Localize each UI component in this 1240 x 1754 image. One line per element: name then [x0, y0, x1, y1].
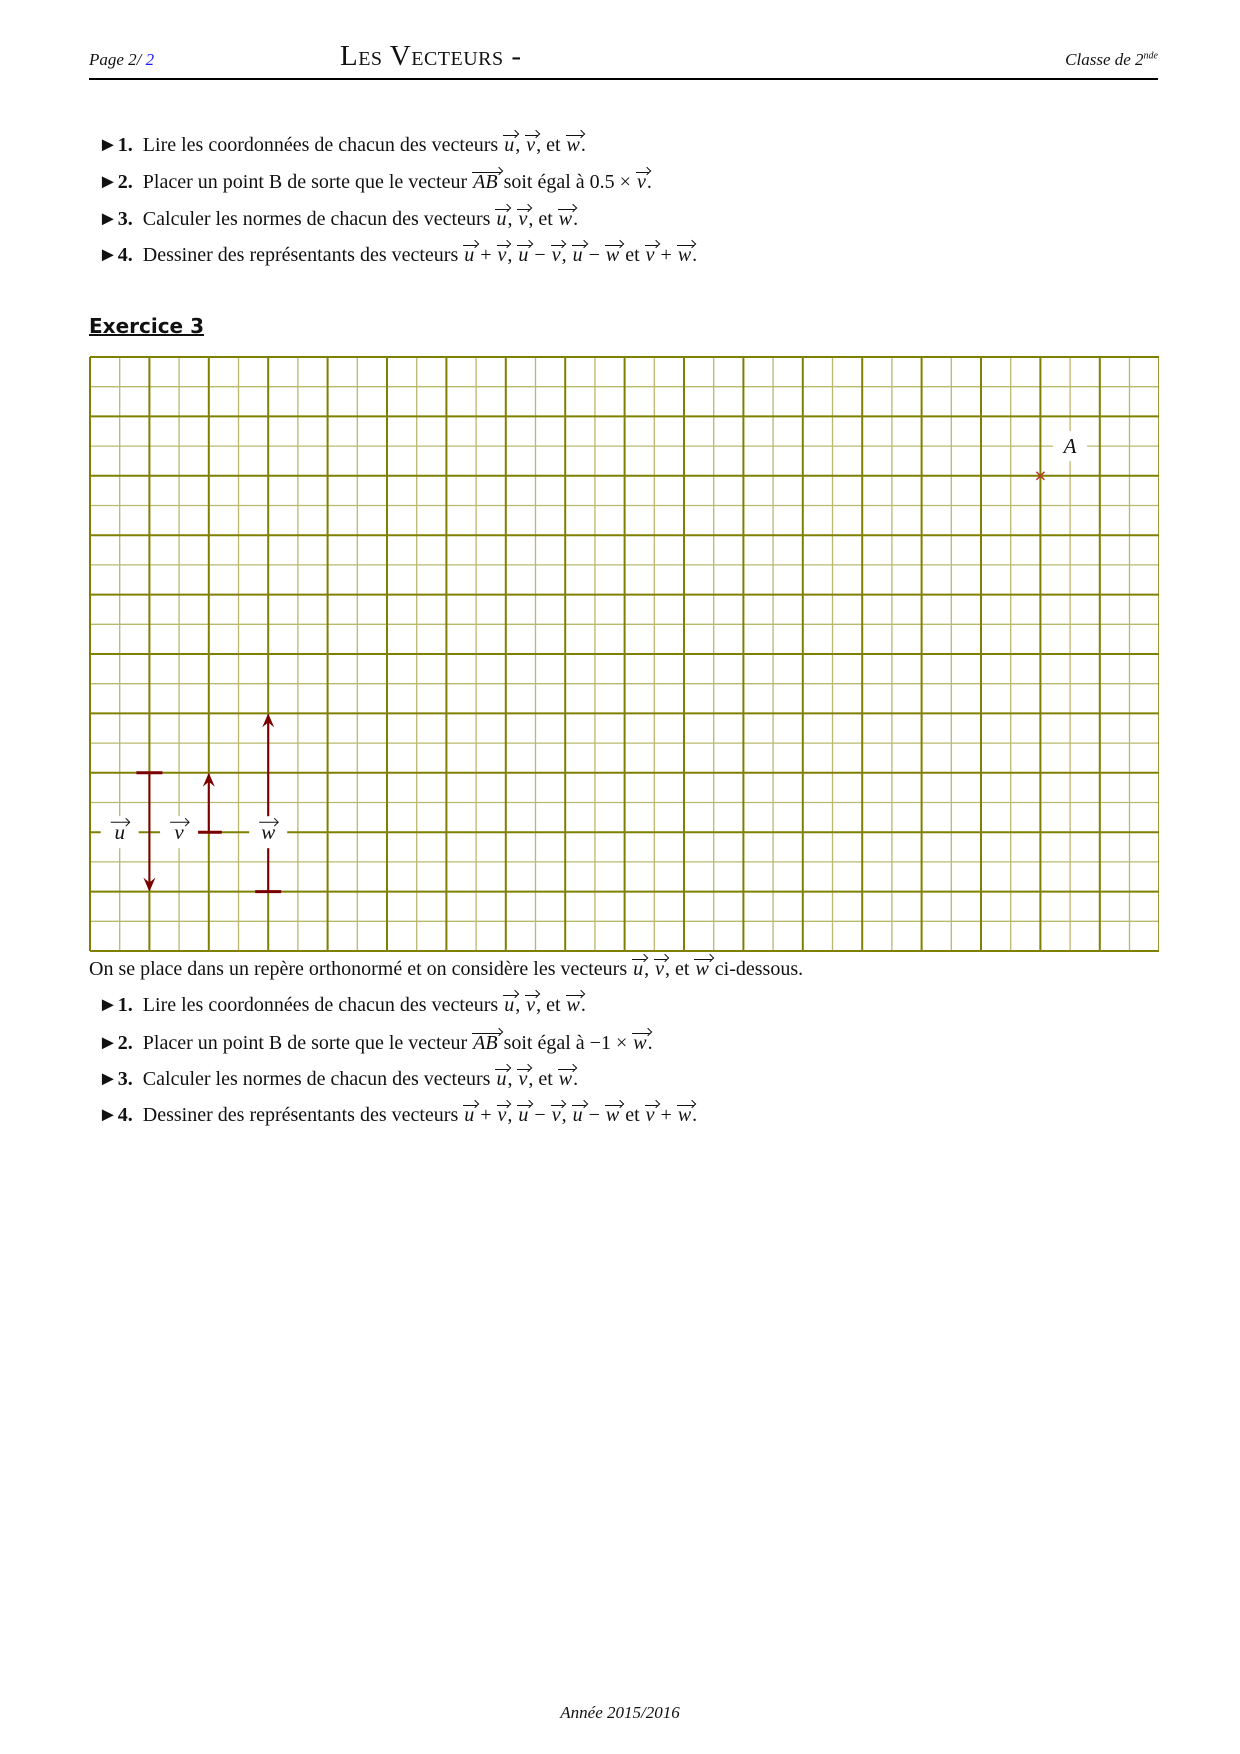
document-title: Les Vecteurs -	[340, 40, 522, 72]
vector-label: w	[261, 820, 276, 845]
question-item	[98, 208, 578, 231]
bullet-icon: ►	[98, 171, 118, 193]
footer-year: Année 2015/2016	[560, 1703, 680, 1722]
question-item	[98, 244, 697, 267]
vector-v: v	[526, 994, 536, 1016]
text: .	[580, 994, 586, 1016]
class-text: Classe de 2	[1065, 50, 1144, 69]
number: 2.	[117, 1032, 133, 1054]
number: 4.	[117, 1104, 133, 1126]
question-number	[98, 1032, 133, 1054]
vector-u: u	[504, 134, 515, 156]
text: .	[692, 1104, 698, 1126]
vector-w: w	[677, 244, 692, 266]
vector-v: v	[636, 171, 646, 193]
question-number	[98, 1068, 133, 1090]
number: 2.	[117, 171, 133, 193]
text: , et	[528, 1068, 558, 1090]
text: Dessiner des représentants des vecteurs	[142, 244, 464, 266]
text: .	[573, 1068, 579, 1090]
text: , et	[536, 134, 566, 156]
vector-w: w	[558, 1068, 573, 1090]
text: et	[620, 1104, 645, 1126]
text: soit égal à 0.5 ×	[498, 171, 636, 193]
vector-u: u	[518, 244, 529, 266]
text: .	[580, 134, 586, 156]
text: ,	[507, 244, 518, 266]
text: ,	[507, 1068, 518, 1090]
text: ,	[561, 244, 572, 266]
bullet-icon: ►	[98, 1068, 118, 1090]
vector-w: w	[605, 244, 620, 266]
vector-u: u	[572, 1104, 583, 1126]
vector-w: w	[605, 1104, 620, 1126]
text: +	[475, 1104, 497, 1126]
text: ,	[515, 134, 526, 156]
vector-grid	[89, 356, 1159, 952]
vector-AB: AB	[473, 1032, 498, 1054]
question-item	[98, 1068, 578, 1091]
text: ,	[561, 1104, 572, 1126]
vector-u: u	[504, 994, 515, 1016]
vector-u: u	[496, 1068, 507, 1090]
vector-v: v	[551, 244, 561, 266]
vector-v: v	[497, 1104, 507, 1126]
vector-u: u	[464, 1104, 475, 1126]
text: ,	[507, 1104, 518, 1126]
page-number	[89, 50, 154, 70]
vector-w: w	[566, 134, 580, 156]
vector-AB: AB	[473, 171, 498, 193]
text: −	[583, 1104, 605, 1126]
text: +	[655, 244, 677, 266]
exercise3-intro	[89, 958, 803, 981]
vector-u: u	[572, 244, 583, 266]
text: ci-dessous.	[709, 958, 804, 980]
text: Lire les coordonnées de chacun des vecteurs	[142, 994, 504, 1016]
text: ,	[644, 958, 655, 980]
question-item	[98, 1032, 653, 1055]
text: Lire les coordonnées de chacun des vecteurs	[142, 134, 504, 156]
header-rule	[89, 78, 1158, 80]
vector-w: w	[558, 208, 573, 230]
bullet-icon: ►	[98, 1104, 118, 1126]
text: et	[620, 244, 645, 266]
text: Dessiner des représentants des vecteurs	[142, 1104, 464, 1126]
text: .	[573, 208, 579, 230]
text: −	[583, 244, 605, 266]
number: 1.	[117, 134, 133, 156]
bullet-icon: ►	[98, 994, 118, 1016]
text: .	[692, 244, 698, 266]
question-number	[98, 994, 133, 1016]
question-item	[98, 1104, 697, 1127]
vector-u: u	[518, 1104, 529, 1126]
text: On se place dans un repère orthonormé et on considère les vecteurs	[89, 958, 633, 980]
class-sup: nde	[1143, 50, 1158, 62]
vector-v: v	[551, 1104, 561, 1126]
vector-u: u	[464, 244, 475, 266]
text: .	[646, 171, 652, 193]
number: 3.	[117, 208, 133, 230]
question-number	[98, 1104, 133, 1126]
question-item	[98, 171, 652, 194]
page-total-link[interactable]: 2	[145, 50, 155, 69]
text: .	[647, 1032, 653, 1054]
page-label: Page 2/	[89, 50, 146, 69]
vector-v: v	[518, 208, 528, 230]
text: soit égal à −1 ×	[498, 1032, 633, 1054]
number: 3.	[117, 1068, 133, 1090]
vector-v: v	[526, 134, 536, 156]
bullet-icon: ►	[98, 134, 118, 156]
text: , et	[536, 994, 566, 1016]
question-number	[98, 171, 133, 193]
text: Calculer les normes de chacun des vecteurs	[142, 1068, 496, 1090]
number: 4.	[117, 244, 133, 266]
bullet-icon: ►	[98, 244, 118, 266]
vector-u: u	[496, 208, 507, 230]
vector-w: w	[695, 958, 709, 980]
bullet-icon: ►	[98, 208, 118, 230]
vector-label: u	[114, 820, 125, 845]
question-number	[98, 134, 133, 156]
question-number	[98, 208, 133, 230]
text: +	[655, 1104, 677, 1126]
vector-v: v	[655, 958, 665, 980]
text: , et	[528, 208, 558, 230]
question-number	[98, 244, 133, 266]
text: +	[475, 244, 497, 266]
vector-u: u	[633, 958, 644, 980]
text: ,	[507, 208, 518, 230]
text: , et	[665, 958, 695, 980]
text: ,	[515, 994, 526, 1016]
vector-v: v	[645, 244, 655, 266]
text: −	[529, 244, 551, 266]
question-item	[98, 994, 586, 1017]
vector-w: w	[677, 1104, 692, 1126]
text: Calculer les normes de chacun des vecteurs	[142, 208, 496, 230]
text: Placer un point B de sorte que le vecteur	[142, 171, 473, 193]
vector-v: v	[645, 1104, 655, 1126]
text: Placer un point B de sorte que le vecteur	[142, 1032, 473, 1054]
vector-label: v	[174, 820, 184, 845]
vector-w: w	[566, 994, 580, 1016]
number: 1.	[117, 994, 133, 1016]
point-label: A	[1063, 434, 1077, 459]
vector-v: v	[518, 1068, 528, 1090]
question-item	[98, 134, 586, 157]
vector-v: v	[497, 244, 507, 266]
vector-w: w	[633, 1032, 647, 1054]
exercise-title: Exercice 3	[89, 314, 204, 338]
bullet-icon: ►	[98, 1032, 118, 1054]
text: −	[529, 1104, 551, 1126]
class-label	[1065, 50, 1158, 70]
